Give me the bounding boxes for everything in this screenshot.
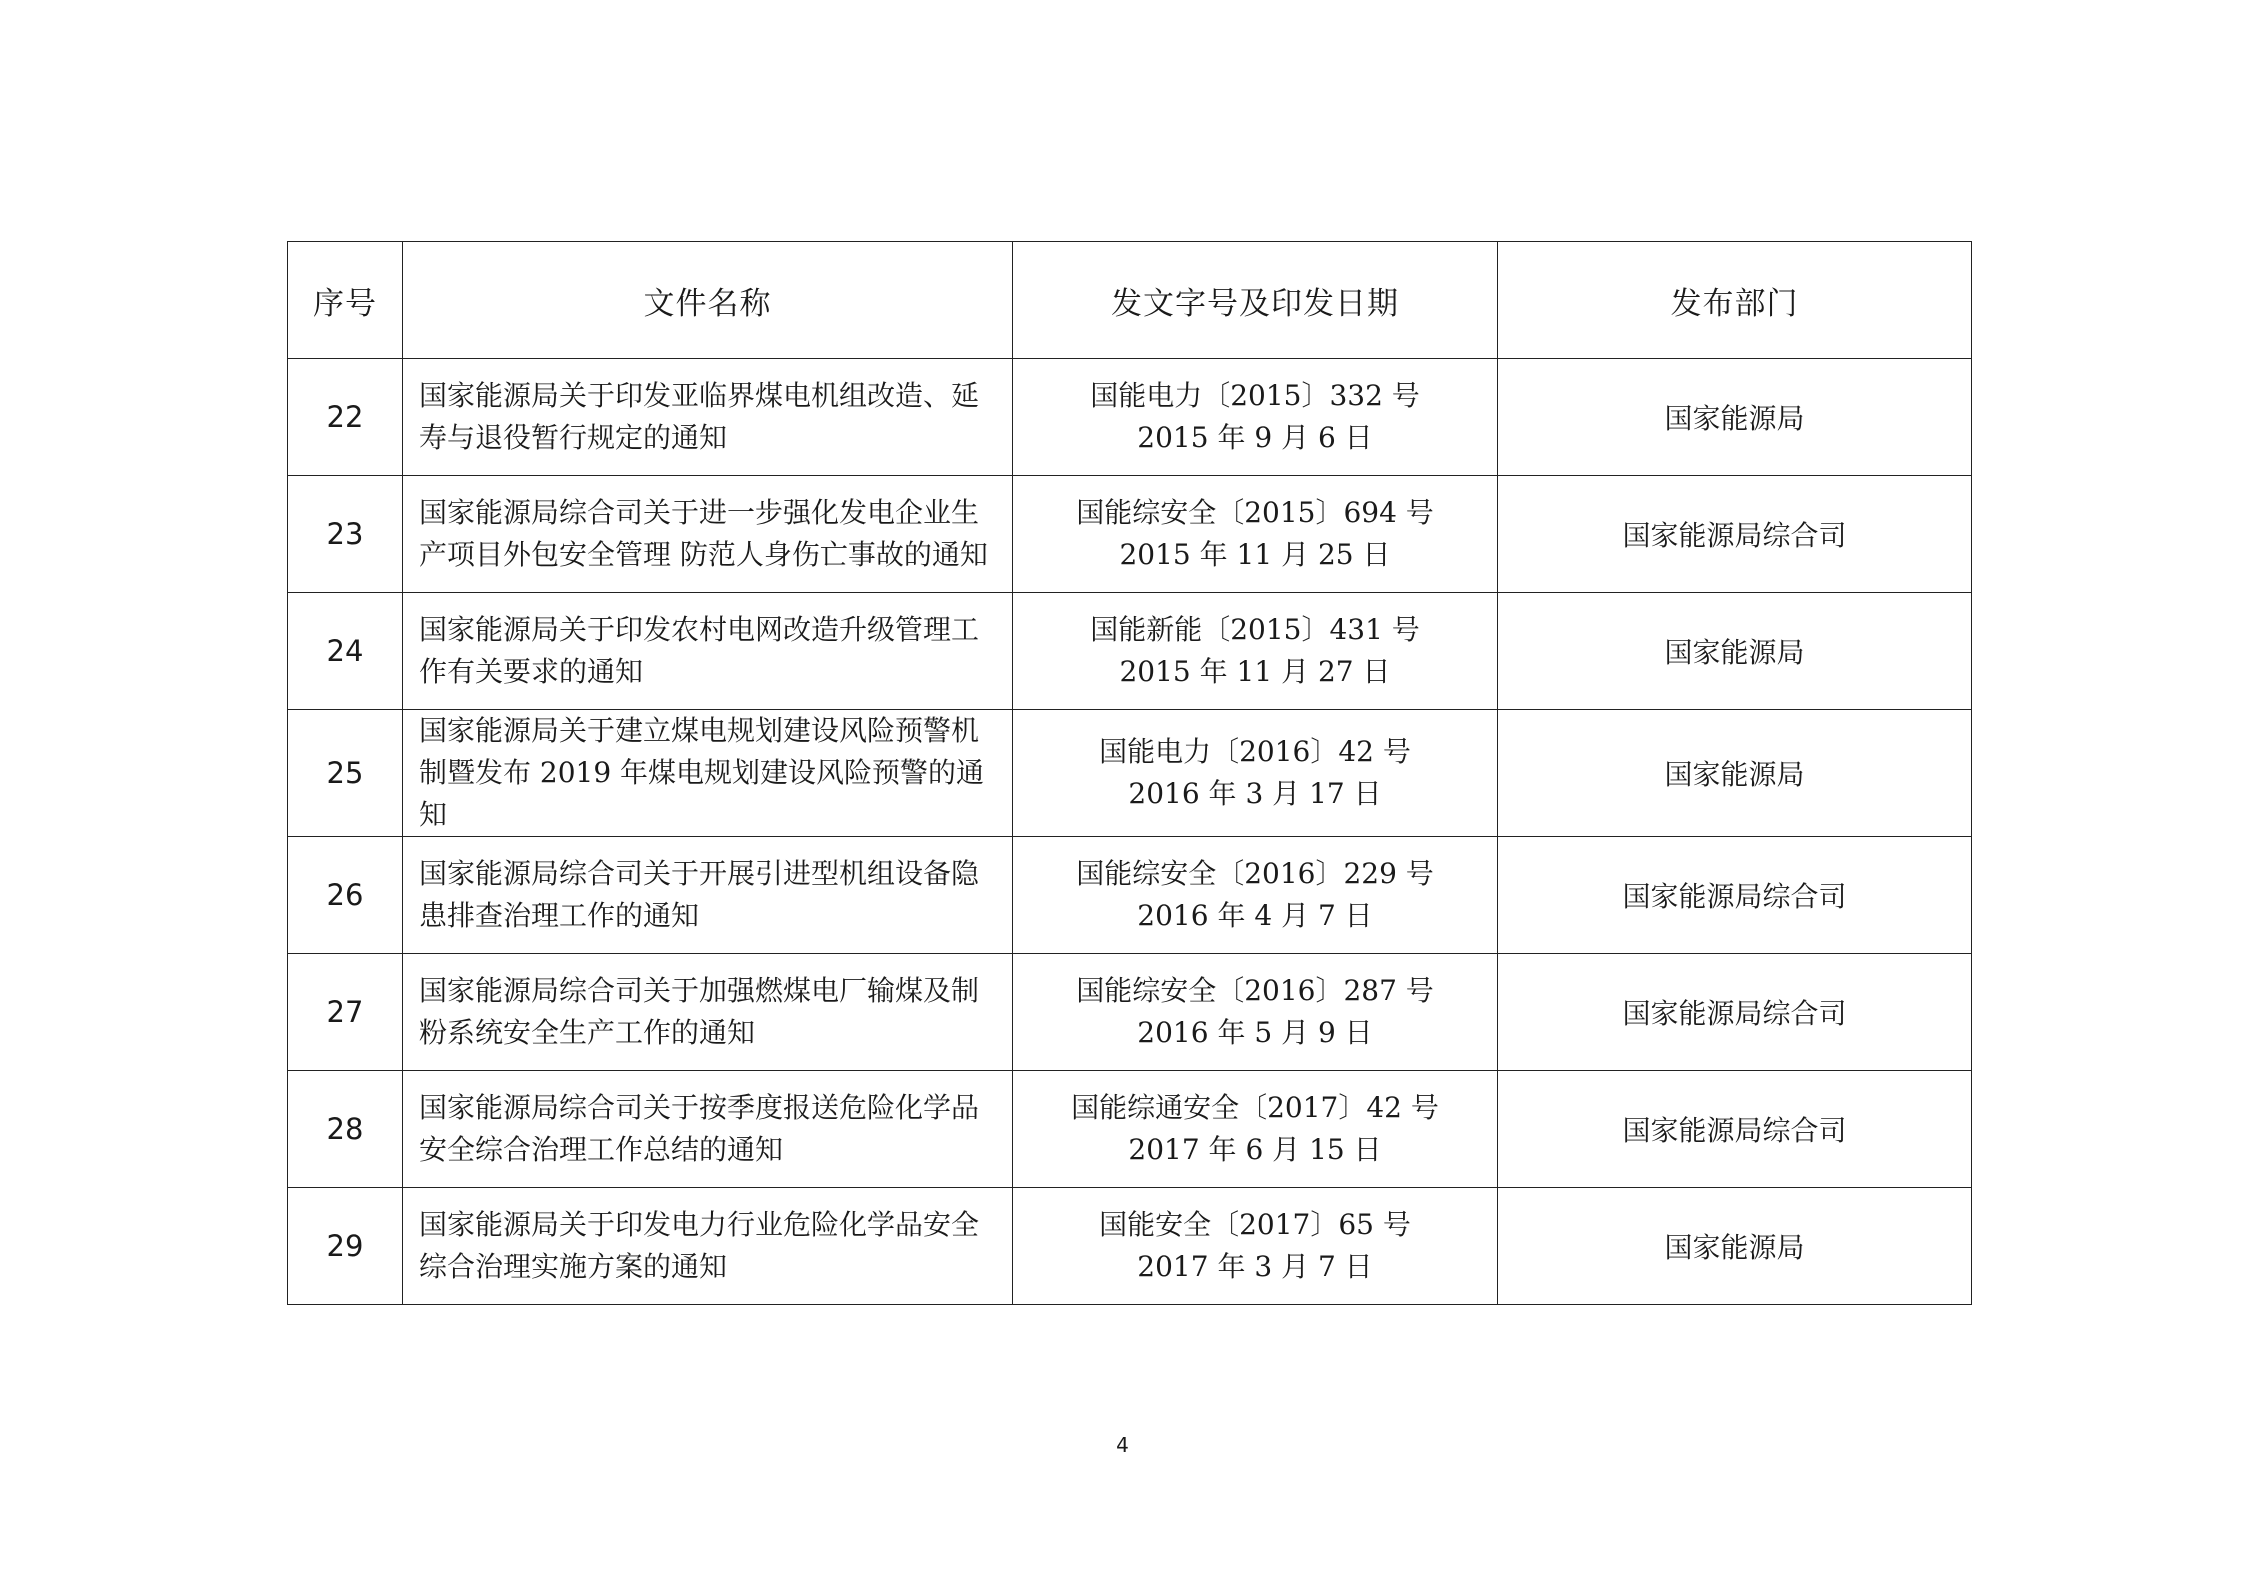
- document-title: 国家能源局关于建立煤电规划建设风险预警机制暨发布 2019 年煤电规划建设风险预警的通知: [403, 710, 1013, 837]
- issuing-department: 国家能源局综合司: [1498, 476, 1972, 593]
- table-row: [288, 1188, 1972, 1305]
- issue-date: 2015 年 11 月 25 日: [1119, 538, 1391, 571]
- document-title: 国家能源局综合司关于按季度报送危险化学品安全综合治理工作总结的通知: [403, 1071, 1013, 1188]
- issue-date: 2016 年 5 月 9 日: [1137, 1016, 1373, 1049]
- reference-number: 国能电力〔2015〕332 号: [1090, 379, 1420, 412]
- reference-number: 国能综通安全〔2017〕42 号: [1071, 1091, 1439, 1124]
- page-number: 4: [1116, 1433, 1129, 1457]
- row-number: 22: [288, 359, 403, 476]
- table-row: [288, 593, 1972, 710]
- row-number: 27: [288, 954, 403, 1071]
- header-reference-and-date: 发文字号及印发日期: [1013, 242, 1498, 359]
- row-number: 26: [288, 837, 403, 954]
- reference-number: 国能新能〔2015〕431 号: [1090, 613, 1420, 646]
- reference-cell: [1013, 710, 1498, 837]
- row-number: 29: [288, 1188, 403, 1305]
- header-serial-number: 序号: [288, 242, 403, 359]
- issue-date: 2017 年 6 月 15 日: [1128, 1133, 1382, 1166]
- document-title: 国家能源局综合司关于开展引进型机组设备隐患排查治理工作的通知: [403, 837, 1013, 954]
- issuing-department: 国家能源局: [1498, 593, 1972, 710]
- row-number: 23: [288, 476, 403, 593]
- table-row: [288, 359, 1972, 476]
- header-document-title: 文件名称: [403, 242, 1013, 359]
- table-row: [288, 710, 1972, 837]
- reference-cell: [1013, 1188, 1498, 1305]
- header-issuing-department: 发布部门: [1498, 242, 1972, 359]
- document-title: 国家能源局关于印发电力行业危险化学品安全综合治理实施方案的通知: [403, 1188, 1013, 1305]
- table-row: [288, 1071, 1972, 1188]
- issuing-department: 国家能源局: [1498, 710, 1972, 837]
- row-number: 25: [288, 710, 403, 837]
- table-row: [288, 954, 1972, 1071]
- document-title: 国家能源局关于印发亚临界煤电机组改造、延寿与退役暂行规定的通知: [403, 359, 1013, 476]
- row-number: 24: [288, 593, 403, 710]
- issuing-department: 国家能源局: [1498, 359, 1972, 476]
- reference-cell: [1013, 593, 1498, 710]
- issuing-department: 国家能源局综合司: [1498, 954, 1972, 1071]
- reference-number: 国能综安全〔2016〕287 号: [1076, 974, 1434, 1007]
- issue-date: 2016 年 4 月 7 日: [1137, 899, 1373, 932]
- reference-cell: [1013, 1071, 1498, 1188]
- issue-date: 2017 年 3 月 7 日: [1137, 1250, 1373, 1283]
- reference-cell: [1013, 476, 1498, 593]
- reference-number: 国能综安全〔2015〕694 号: [1076, 496, 1434, 529]
- reference-number: 国能安全〔2017〕65 号: [1099, 1208, 1411, 1241]
- issue-date: 2015 年 9 月 6 日: [1137, 421, 1373, 454]
- reference-cell: [1013, 837, 1498, 954]
- table-header-row: [288, 242, 1972, 359]
- table-row: [288, 476, 1972, 593]
- reference-cell: [1013, 954, 1498, 1071]
- reference-number: 国能综安全〔2016〕229 号: [1076, 857, 1434, 890]
- issuing-department: 国家能源局综合司: [1498, 837, 1972, 954]
- row-number: 28: [288, 1071, 403, 1188]
- document-title: 国家能源局关于印发农村电网改造升级管理工作有关要求的通知: [403, 593, 1013, 710]
- issuing-department: 国家能源局综合司: [1498, 1071, 1972, 1188]
- issue-date: 2016 年 3 月 17 日: [1128, 777, 1382, 810]
- document-title: 国家能源局综合司关于加强燃煤电厂输煤及制粉系统安全生产工作的通知: [403, 954, 1013, 1071]
- reference-cell: [1013, 359, 1498, 476]
- issue-date: 2015 年 11 月 27 日: [1119, 655, 1391, 688]
- reference-number: 国能电力〔2016〕42 号: [1099, 735, 1411, 768]
- issuing-department: 国家能源局: [1498, 1188, 1972, 1305]
- table-row: [288, 837, 1972, 954]
- document-table: [287, 241, 1972, 1305]
- document-title: 国家能源局综合司关于进一步强化发电企业生产项目外包安全管理 防范人身伤亡事故的通知: [403, 476, 1013, 593]
